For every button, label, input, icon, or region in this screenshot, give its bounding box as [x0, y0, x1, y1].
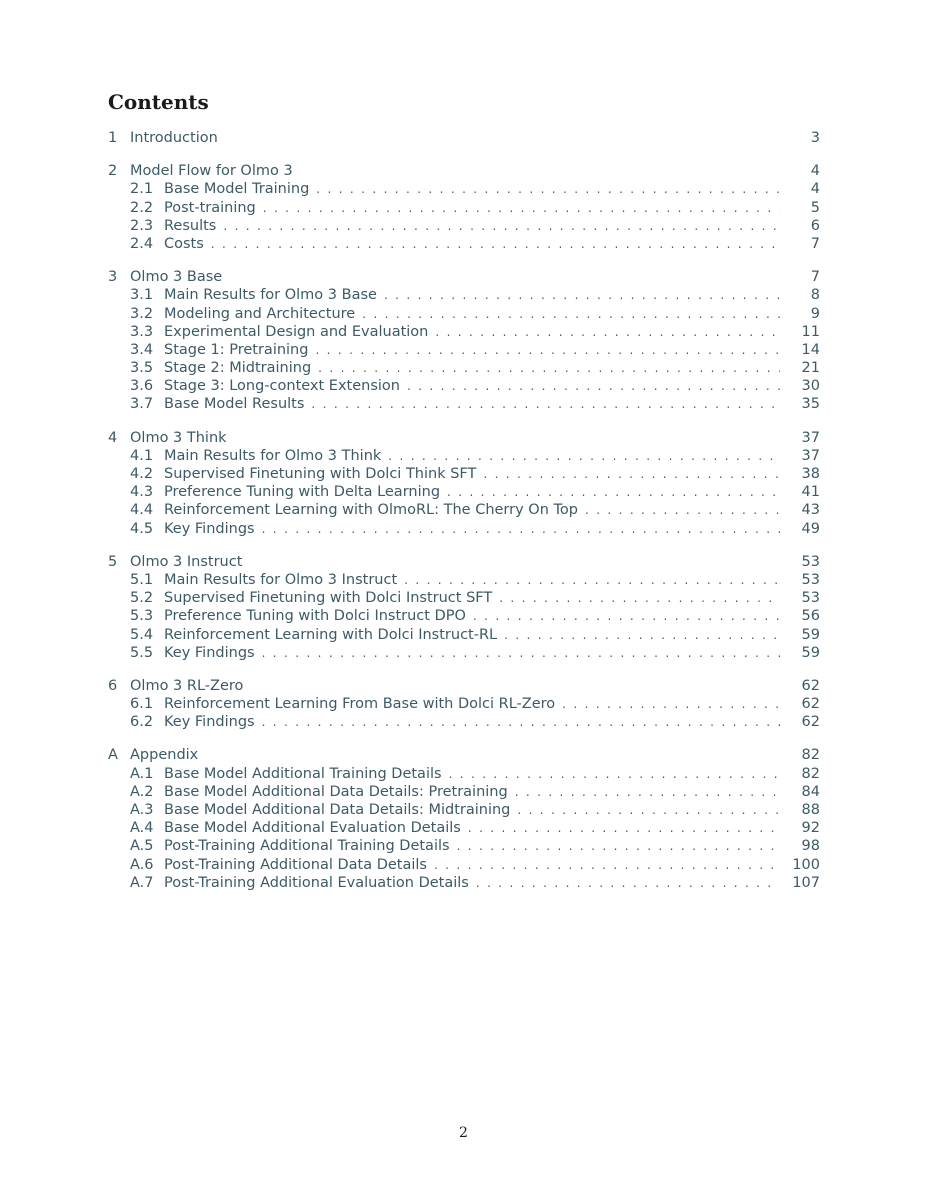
dot-leader — [504, 626, 780, 644]
toc-section — [108, 746, 820, 892]
subsection-title-link[interactable]: Main Results for Olmo 3 Base — [164, 287, 377, 304]
subsection-number: 6.1 — [130, 696, 154, 713]
section-number: A — [108, 747, 118, 764]
subsection-title-link[interactable]: Supervised Finetuning with Dolci Instruct SFT — [164, 590, 493, 607]
dot-leader — [263, 199, 780, 217]
toc-subsection-entry[interactable] — [108, 483, 820, 501]
section-number: 6 — [108, 677, 118, 694]
dot-leader — [483, 465, 780, 483]
subsection-page-link[interactable]: 11 — [801, 323, 820, 340]
toc-subsection-entry[interactable] — [108, 765, 820, 783]
toc-subsection-entry[interactable] — [108, 180, 820, 198]
subsection-number: A.2 — [130, 783, 154, 800]
section-title-link[interactable]: Olmo 3 RL-Zero — [130, 677, 244, 694]
toc-subsection-entry[interactable] — [108, 217, 820, 235]
section-title-link[interactable]: Appendix — [130, 747, 199, 764]
subsection-title-link[interactable]: Main Results for Olmo 3 Think — [164, 447, 382, 464]
toc-subsection-entry[interactable] — [108, 235, 820, 253]
table-of-contents — [108, 129, 820, 907]
dot-leader — [407, 377, 780, 395]
section-title-link[interactable]: Introduction — [130, 130, 218, 146]
dot-leader — [315, 341, 780, 359]
subsection-title-link[interactable]: Preference Tuning with Delta Learning — [164, 484, 441, 501]
subsection-title-link[interactable]: Stage 1: Pretraining — [164, 341, 309, 358]
subsection-number: 3.4 — [130, 341, 154, 358]
subsection-title-link[interactable]: Base Model Training — [164, 181, 310, 198]
section-page-link[interactable]: 3 — [810, 130, 820, 146]
toc-subsection-entry[interactable] — [108, 801, 820, 819]
toc-subsection-entry[interactable] — [108, 286, 820, 304]
section-page-link[interactable]: 53 — [801, 553, 820, 570]
toc-subsection-entry[interactable] — [108, 447, 820, 465]
subsection-page-link[interactable]: 98 — [801, 838, 820, 855]
toc-subsection-entry[interactable] — [108, 377, 820, 395]
subsection-number: 5.1 — [130, 571, 154, 588]
subsection-page-link[interactable]: 100 — [792, 856, 820, 873]
toc-section-entry[interactable] — [108, 553, 820, 571]
dot-leader — [311, 395, 780, 413]
subsection-page-link[interactable]: 7 — [810, 235, 820, 252]
section-title-link[interactable]: Olmo 3 Think — [130, 429, 227, 446]
toc-subsection-entry[interactable] — [108, 571, 820, 589]
dot-leader — [447, 483, 780, 501]
section-title-link[interactable]: Olmo 3 Instruct — [130, 553, 243, 570]
subsection-page-link[interactable]: 4 — [810, 181, 820, 198]
subsection-title-link[interactable]: Preference Tuning with Dolci Instruct DPO — [164, 608, 466, 625]
dot-leader — [262, 713, 780, 731]
subsection-page-link[interactable]: 38 — [801, 466, 820, 482]
subsection-page-link[interactable]: 14 — [801, 341, 820, 358]
subsection-page-link[interactable]: 62 — [801, 696, 820, 713]
toc-subsection-entry[interactable] — [108, 199, 820, 217]
subsection-page-link[interactable]: 30 — [801, 378, 820, 395]
subsection-title-link[interactable]: Key Findings — [164, 714, 255, 731]
toc-subsection-entry[interactable] — [108, 305, 820, 323]
subsection-number: A.6 — [130, 856, 154, 873]
subsection-page-link[interactable]: 41 — [801, 484, 820, 501]
subsection-title-link[interactable]: Reinforcement Learning with Dolci Instruct-RL — [164, 626, 498, 643]
toc-section — [108, 553, 820, 662]
section-page-link[interactable]: 82 — [801, 747, 820, 764]
section-number: 5 — [108, 553, 118, 570]
subsection-title-link[interactable]: Costs — [164, 235, 204, 252]
toc-subsection-entry[interactable] — [108, 341, 820, 359]
dot-leader — [457, 837, 780, 855]
subsection-page-link[interactable]: 62 — [801, 714, 820, 731]
toc-section-entry[interactable] — [108, 162, 820, 180]
subsection-number: 4.1 — [130, 447, 154, 464]
subsection-title-link[interactable]: Supervised Finetuning with Dolci Think SFT — [164, 466, 477, 482]
toc-subsection-entry[interactable] — [108, 874, 820, 892]
subsection-page-link[interactable]: 6 — [810, 217, 820, 234]
section-number: 3 — [108, 269, 118, 286]
subsection-page-link[interactable]: 107 — [792, 874, 820, 891]
subsection-number: 4.5 — [130, 520, 154, 537]
subsection-title-link[interactable]: Reinforcement Learning with OlmoRL: The Cherry On Top — [164, 502, 578, 519]
subsection-number: 3.7 — [130, 396, 154, 413]
subsection-title-link[interactable]: Base Model Results — [164, 396, 305, 413]
subsection-title-link[interactable]: Base Model Additional Data Details: Midtraining — [164, 802, 511, 818]
dot-leader — [262, 644, 780, 662]
dot-leader — [435, 323, 780, 341]
subsection-number: 2.2 — [130, 199, 154, 216]
subsection-number: 5.5 — [130, 644, 154, 661]
subsection-number: 2.4 — [130, 235, 154, 252]
subsection-page-link[interactable]: 82 — [801, 765, 820, 782]
subsection-page-link[interactable]: 9 — [810, 305, 820, 322]
toc-section — [108, 429, 820, 538]
toc-section-entry[interactable] — [108, 268, 820, 286]
toc-section-entry[interactable] — [108, 429, 820, 447]
subsection-page-link[interactable]: 56 — [801, 608, 820, 625]
subsection-title-link[interactable]: Post-training — [164, 199, 256, 216]
subsection-number: 2.1 — [130, 181, 154, 198]
dot-leader — [384, 286, 780, 304]
toc-subsection-entry[interactable] — [108, 819, 820, 837]
dot-leader — [473, 607, 780, 625]
toc-subsection-entry[interactable] — [108, 713, 820, 731]
toc-subsection-entry[interactable] — [108, 607, 820, 625]
subsection-page-link[interactable]: 53 — [801, 571, 820, 588]
subsection-title-link[interactable]: Modeling and Architecture — [164, 305, 356, 322]
subsection-title-link[interactable]: Key Findings — [164, 644, 255, 661]
subsection-page-link[interactable]: 59 — [801, 644, 820, 661]
subsection-number: 4.4 — [130, 502, 154, 519]
toc-section-entry[interactable] — [108, 746, 820, 764]
subsection-title-link[interactable]: Stage 2: Midtraining — [164, 360, 312, 377]
subsection-title-link[interactable]: Post-Training Additional Data Details — [164, 856, 427, 873]
toc-subsection-entry[interactable] — [108, 837, 820, 855]
page-number: 2 — [459, 1125, 468, 1141]
subsection-number: 4.2 — [130, 466, 154, 482]
subsection-title-link[interactable]: Results — [164, 217, 217, 234]
dot-leader — [468, 819, 780, 837]
dot-leader — [388, 447, 780, 465]
subsection-number: A.7 — [130, 874, 154, 891]
subsection-title-link[interactable]: Post-Training Additional Evaluation Details — [164, 874, 469, 891]
subsection-page-link[interactable]: 92 — [801, 820, 820, 837]
subsection-number: A.3 — [130, 802, 154, 818]
subsection-number: A.4 — [130, 820, 154, 837]
section-page-link[interactable]: 62 — [801, 677, 820, 694]
subsection-number: 5.3 — [130, 608, 154, 625]
dot-leader — [318, 359, 780, 377]
toc-section — [108, 162, 820, 253]
toc-section-entry[interactable] — [108, 129, 820, 147]
dot-leader — [262, 520, 780, 538]
subsection-page-link[interactable]: 43 — [801, 502, 820, 519]
toc-subsection-entry[interactable] — [108, 783, 820, 801]
subsection-page-link[interactable]: 37 — [801, 447, 820, 464]
subsection-number: 2.3 — [130, 217, 154, 234]
dot-leader — [476, 874, 776, 892]
subsection-title-link[interactable]: Post-Training Additional Training Details — [164, 838, 450, 855]
subsection-page-link[interactable]: 35 — [801, 396, 820, 413]
toc-subsection-entry[interactable] — [108, 395, 820, 413]
subsection-number: 3.1 — [130, 287, 154, 304]
dot-leader — [362, 305, 780, 323]
subsection-number: 4.3 — [130, 484, 154, 501]
subsection-title-link[interactable]: Stage 3: Long-context Extension — [164, 378, 400, 395]
toc-subsection-entry[interactable] — [108, 644, 820, 662]
subsection-page-link[interactable]: 88 — [801, 802, 820, 818]
subsection-title-link[interactable]: Base Model Additional Data Details: Pretraining — [164, 783, 508, 800]
toc-subsection-entry[interactable] — [108, 359, 820, 377]
toc-section-entry[interactable] — [108, 677, 820, 695]
dot-leader — [223, 217, 780, 235]
section-number: 2 — [108, 163, 118, 180]
dot-leader — [404, 571, 780, 589]
subsection-page-link[interactable]: 8 — [810, 287, 820, 304]
section-number: 4 — [108, 429, 118, 446]
subsection-number: 5.2 — [130, 590, 154, 607]
subsection-number: A.5 — [130, 838, 154, 855]
subsection-title-link[interactable]: Main Results for Olmo 3 Instruct — [164, 571, 398, 588]
subsection-page-link[interactable]: 49 — [801, 520, 820, 537]
toc-subsection-entry[interactable] — [108, 501, 820, 519]
dot-leader — [316, 180, 780, 198]
toc-section — [108, 677, 820, 732]
section-page-link[interactable]: 4 — [810, 163, 820, 180]
subsection-page-link[interactable]: 59 — [801, 626, 820, 643]
subsection-title-link[interactable]: Base Model Additional Evaluation Details — [164, 820, 461, 837]
dot-leader — [562, 695, 780, 713]
contents-title: Contents — [108, 90, 209, 114]
subsection-number: A.1 — [130, 765, 154, 782]
dot-leader — [211, 235, 780, 253]
toc-subsection-entry[interactable] — [108, 589, 820, 607]
subsection-page-link[interactable]: 21 — [801, 360, 820, 377]
section-title-link[interactable]: Model Flow for Olmo 3 — [130, 163, 293, 180]
dot-leader — [585, 501, 780, 519]
toc-subsection-entry[interactable] — [108, 626, 820, 644]
toc-subsection-entry[interactable] — [108, 465, 820, 483]
subsection-page-link[interactable]: 53 — [801, 590, 820, 607]
subsection-number: 3.6 — [130, 378, 154, 395]
toc-subsection-entry[interactable] — [108, 520, 820, 538]
dot-leader — [434, 856, 776, 874]
section-title-link[interactable]: Olmo 3 Base — [130, 269, 223, 286]
toc-subsection-entry[interactable] — [108, 695, 820, 713]
section-page-link[interactable]: 7 — [810, 269, 820, 286]
toc-subsection-entry[interactable] — [108, 856, 820, 874]
subsection-title-link[interactable]: Reinforcement Learning From Base with Dolci RL-Zero — [164, 696, 556, 713]
toc-section — [108, 129, 820, 147]
toc-section — [108, 268, 820, 414]
subsection-title-link[interactable]: Experimental Design and Evaluation — [164, 323, 429, 340]
subsection-title-link[interactable]: Base Model Additional Training Details — [164, 765, 442, 782]
subsection-page-link[interactable]: 5 — [810, 199, 820, 216]
section-number: 1 — [108, 130, 118, 146]
dot-leader — [517, 801, 780, 819]
subsection-number: 3.2 — [130, 305, 154, 322]
subsection-page-link[interactable]: 84 — [801, 783, 820, 800]
toc-subsection-entry[interactable] — [108, 323, 820, 341]
dot-leader — [515, 783, 780, 801]
subsection-number: 5.4 — [130, 626, 154, 643]
dot-leader — [499, 589, 780, 607]
subsection-number: 3.3 — [130, 323, 154, 340]
subsection-number: 6.2 — [130, 714, 154, 731]
section-page-link[interactable]: 37 — [801, 429, 820, 446]
subsection-number: 3.5 — [130, 360, 154, 377]
dot-leader — [449, 765, 780, 783]
subsection-title-link[interactable]: Key Findings — [164, 520, 255, 537]
